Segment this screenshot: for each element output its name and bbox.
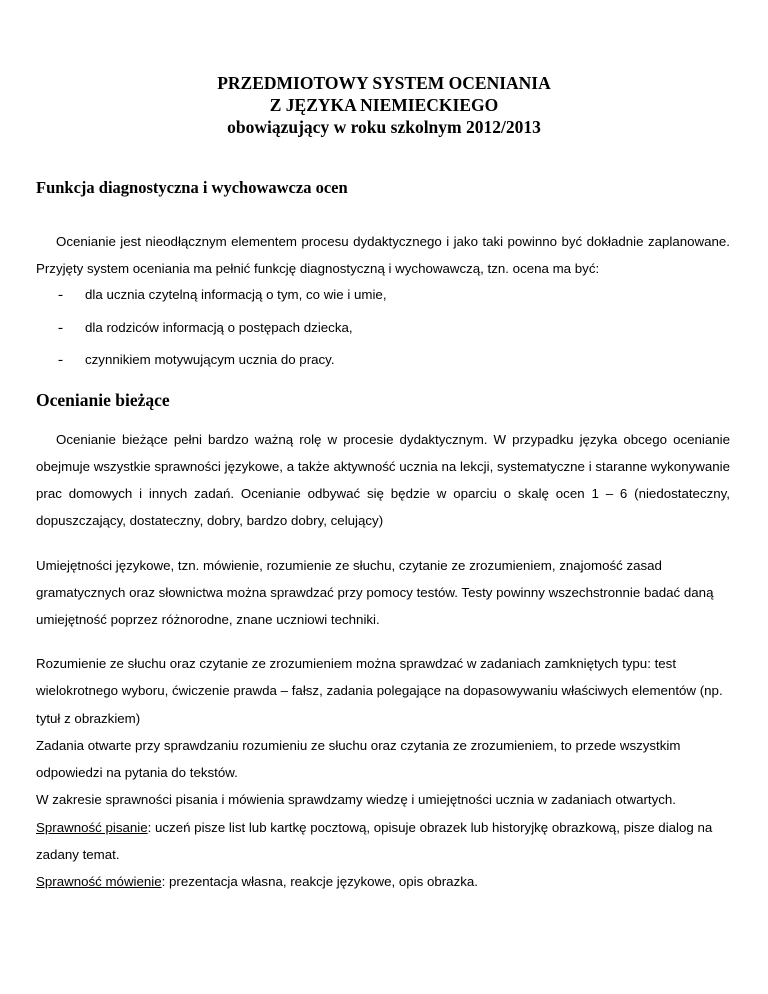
list-item <box>58 285 387 318</box>
list-item <box>58 350 387 383</box>
writing-skill-label: Sprawność pisanie <box>36 819 148 835</box>
assessment-paragraph: Ocenianie bieżące pełni bardzo ważną rolę w procesie dydaktycznym. W przypadku języka obcego ocenianie obejmuje wszystkie sprawności językowe, a także aktywność ucznia na lekcji, systematyczne i staranne wykonywanie prac domowych i innych zadań. Ocenianie odbywać się będzie w oparciu o skalę ocen 1 – 6 (niedostateczny, dopuszczający, dostateczny, dobry, bardzo dobry, celujący) <box>36 432 730 528</box>
open-tasks-text: Zadania otwarte przy sprawdzaniu rozumieniu ze słuchu oraz czytania ze zrozumieniem, to przede wszystkim odpowiedzi na pytania do tekstów. <box>36 737 681 781</box>
closed-tasks-text: Rozumienie ze słuchu oraz czytanie ze zrozumieniem można sprawdzać w zadaniach zamkniętych typu: test wielokrotnego wyboru, ćwiczenie prawda – fałsz, zadania polegające na dopasowywaniu właściwych elementów (np. tytuł z obrazkiem) <box>36 656 723 726</box>
bullet-dash: - <box>58 319 63 336</box>
writing-skill-description: : uczeń pisze list lub kartkę pocztową, opisuje obrazek lub historyjkę obrazkową, pisze dialog na zadany temat. <box>36 819 713 863</box>
intro-paragraph: Ocenianie jest nieodłącznym elementem procesu dydaktycznego i jako taki powinno być dokładnie zaplanowane. Przyjęty system oceniania ma pełnić funkcję diagnostyczną i wychowawczą, tzn. ocena ma być: <box>36 234 730 276</box>
speaking-skill-text <box>36 868 730 895</box>
title-line-1: PRZEDMIOTOWY SYSTEM OCENIANIA <box>217 73 551 93</box>
speaking-skill-label: Sprawność mówienie <box>36 874 162 890</box>
bullet-text: dla rodziców informacją o postępach dziecka, <box>85 319 353 335</box>
tasks-block <box>36 650 730 896</box>
section-heading-diagnostic: Funkcja diagnostyczna i wychowawcza ocen <box>36 178 348 197</box>
bullet-list <box>58 285 387 383</box>
bullet-dash: - <box>58 352 63 368</box>
section-heading-current-assessment: Ocenianie bieżące <box>36 390 170 410</box>
skills-paragraph: Umiejętności językowe, tzn. mówienie, rozumienie ze słuchu, czytanie ze zrozumieniem, znajomość zasad gramatycznych oraz słownictwa można sprawdzać przy pomocy testów. Testy powinny wszechstronnie badać daną umiejętność poprzez różnorodne, znane uczniowi techniki. <box>36 558 714 627</box>
bullet-text: czynnikiem motywującym ucznia do pracy. <box>85 352 335 367</box>
open-skills-text: W zakresie sprawności pisania i mówienia sprawdzamy wiedzę i umiejętności ucznia w zadaniach otwartych. <box>36 792 676 808</box>
bullet-dash: - <box>58 287 63 303</box>
list-item <box>58 318 387 351</box>
writing-skill-text <box>36 814 730 869</box>
title-line-2: Z JĘZYKA NIEMIECKIEGO <box>269 95 499 115</box>
bullet-text: dla ucznia czytelną informacją o tym, co wie i umie, <box>85 287 387 302</box>
title-line-3: obowiązujący w roku szkolnym 2012/2013 <box>227 117 541 137</box>
speaking-skill-description: : prezentacja własna, reakcje językowe, opis obrazka. <box>161 874 478 890</box>
